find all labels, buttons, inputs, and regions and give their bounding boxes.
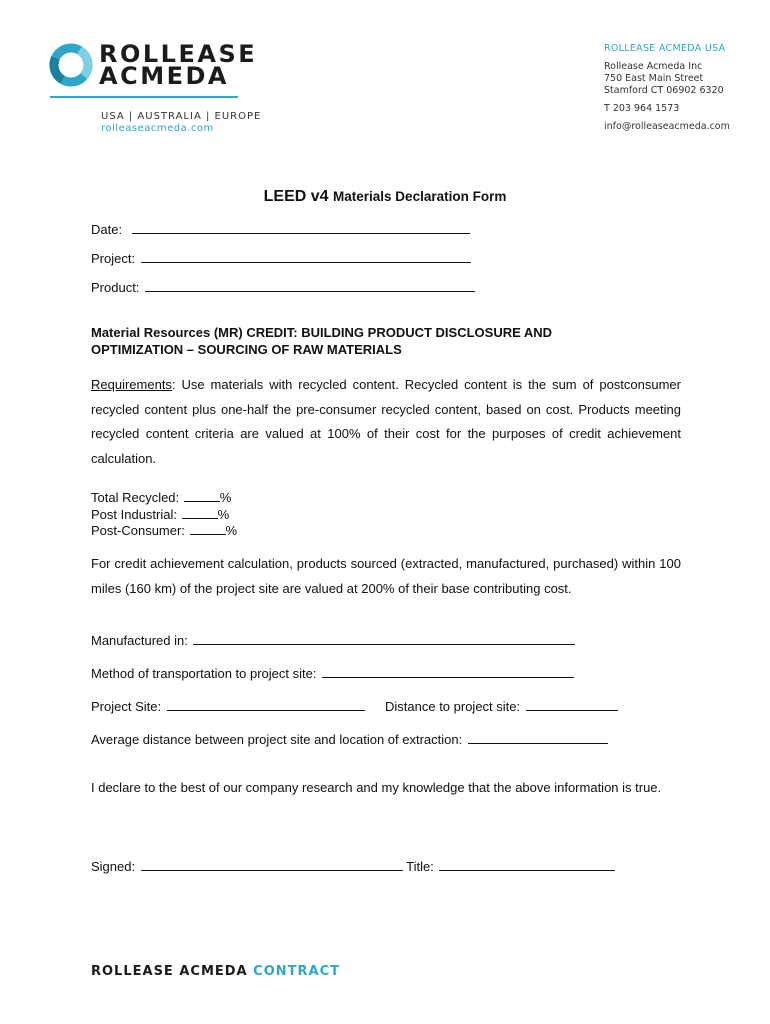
signed-blank[interactable]	[141, 858, 403, 871]
footer-division: CONTRACT	[253, 964, 340, 979]
distance-field	[385, 698, 618, 715]
address-phone: T 203 964 1573	[604, 103, 680, 114]
address-heading: ROLLEASE ACMEDA USA	[604, 43, 726, 54]
address-email[interactable]: info@rolleaseacmeda.com	[604, 121, 730, 132]
signed-label: Signed:	[91, 859, 136, 874]
transport-field	[91, 665, 574, 682]
project-label: Project:	[91, 251, 136, 266]
signed-field	[91, 858, 615, 875]
requirements-paragraph	[91, 373, 681, 471]
title-blank[interactable]	[439, 858, 615, 871]
distance-label: Distance to project site:	[385, 699, 521, 714]
footer-brand-name: ROLLEASE ACMEDA	[91, 964, 248, 979]
brand-logo-mark	[48, 42, 94, 88]
product-field	[91, 279, 475, 296]
post-consumer-field	[91, 522, 237, 539]
post-consumer-blank[interactable]	[190, 522, 226, 535]
average-distance-blank[interactable]	[468, 731, 608, 744]
brand-regions: USA | AUSTRALIA | EUROPE	[101, 111, 262, 122]
declaration-text: I declare to the best of our company research and my knowledge that the above information is true.	[91, 780, 662, 795]
average-distance-field	[91, 731, 608, 748]
footer-brand	[91, 964, 340, 979]
form-title-main: LEED v4	[263, 188, 329, 205]
project-site-label: Project Site:	[91, 699, 162, 714]
distance-blank[interactable]	[526, 698, 618, 711]
transport-label: Method of transportation to project site:	[91, 666, 317, 681]
date-field	[91, 221, 470, 238]
product-blank[interactable]	[145, 279, 475, 292]
post-industrial-label: Post Industrial:	[91, 507, 177, 522]
project-field	[91, 250, 471, 267]
manufactured-field	[91, 632, 575, 649]
total-recycled-field	[91, 489, 231, 506]
date-blank[interactable]	[132, 221, 470, 234]
manufactured-label: Manufactured in:	[91, 633, 188, 648]
address-city: Stamford CT 06902 6320	[604, 85, 724, 96]
project-site-field	[91, 698, 365, 715]
requirements-label: Requirements	[91, 377, 172, 392]
manufactured-blank[interactable]	[193, 632, 575, 645]
brand-website-link[interactable]: rolleaseacmeda.com	[101, 123, 214, 134]
total-recycled-label: Total Recycled:	[91, 490, 180, 505]
post-industrial-field	[91, 506, 229, 523]
brand-name-line1: ROLLEASE	[99, 40, 258, 68]
form-title-rest: Materials Declaration Form	[333, 189, 507, 204]
form-title	[0, 188, 770, 206]
brand-name-line2: ACMEDA	[99, 62, 229, 90]
credit-paragraph: For credit achievement calculation, products sourced (extracted, manufactured, purchased) within 100 miles (160 km) of the project site are valued at 200% of their base contributing cost.	[91, 556, 681, 596]
project-site-blank[interactable]	[167, 698, 365, 711]
total-recycled-blank[interactable]	[184, 489, 220, 502]
average-distance-label: Average distance between project site and location of extraction:	[91, 732, 463, 747]
total-recycled-unit: %	[219, 490, 232, 505]
address-company: Rollease Acmeda Inc	[604, 61, 703, 72]
section-heading-line2: OPTIMIZATION – SOURCING OF RAW MATERIALS	[91, 342, 402, 357]
logo-divider	[50, 96, 238, 98]
product-label: Product:	[91, 280, 140, 295]
project-blank[interactable]	[141, 250, 471, 263]
post-consumer-label: Post-Consumer:	[91, 523, 185, 538]
requirements-text: : Use materials with recycled content. Recycled content is the sum of postconsumer recycled content plus one-half the pre-consumer recycled content, based on cost. Products meeting recycled content criteria are valued at 100% of their cost for the purposes of credit achievement calculation.	[91, 377, 681, 466]
address-street: 750 East Main Street	[604, 73, 704, 84]
transport-blank[interactable]	[322, 665, 574, 678]
section-heading	[91, 324, 552, 358]
date-label: Date:	[91, 222, 123, 237]
post-industrial-blank[interactable]	[182, 506, 218, 519]
section-heading-line1: Material Resources (MR) CREDIT: BUILDING PRODUCT DISCLOSURE AND	[91, 325, 553, 340]
title-label: Title:	[406, 859, 434, 874]
post-consumer-unit: %	[225, 523, 238, 538]
post-industrial-unit: %	[217, 507, 230, 522]
